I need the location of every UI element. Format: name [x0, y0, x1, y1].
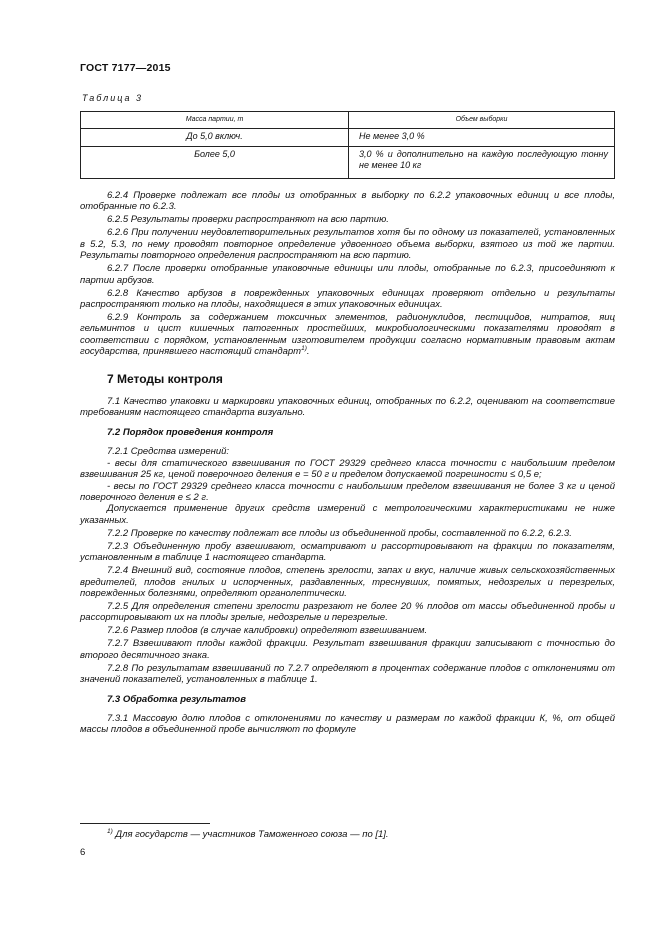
paragraph: 7.2.5 Для определения степени зрелости разрезают не более 20 % плодов от массы объединенной пробы и рассортировывают их на плоды зрелые, недозрелые и перезрелые. [80, 600, 615, 624]
paragraph-text: 6.2.9 Контроль за содержанием токсичных элементов, радионуклидов, пестицидов, нитратов, яиц гельминтов и цист кишечных патогенных простейших, микробиологическими показателями проводят в соответствии с порядком, установленным изготовителем продукции согласно нормативным правовым актам государства, принявшего настоящий стандарт [80, 312, 615, 358]
table-header-cell: Объем выборки [349, 112, 615, 129]
paragraph [80, 312, 615, 358]
paragraph: 6.2.5 Результаты проверки распространяют на всю партию. [107, 214, 389, 226]
footnote-ref: 1) [301, 345, 307, 353]
paragraph: 7.2.7 Взвешивают плоды каждой фракции. Результат взвешивания фракции записывают с точностью до второго десятичного знака. [80, 638, 615, 661]
document-code: ГОСТ 7177—2015 [80, 62, 171, 74]
table-cell: Более 5,0 [81, 146, 349, 178]
paragraph: 7.2.1 Средства измерений: [107, 446, 230, 458]
table-header-row [81, 112, 615, 129]
footnote-divider [80, 823, 210, 824]
list-item: - весы для статического взвешивания по ГОСТ 29329 среднего класса точности с наибольшим пределом взвешивания 25 кг, ценой поверочного деления е = 50 г и пределом допускаемой погрешности ≤ 0,5 е; [80, 457, 615, 481]
paragraph: 6.2.7 После проверки отобранные упаковочные единицы или плоды, отобранные по 6.2.3, присоединяют к партии арбузов. [80, 263, 615, 286]
paragraph: 7.2.3 Объединенную пробу взвешивают, осматривают и рассортировывают на фракции по показателям, установленным в таблице 1 настоящего стандарта. [80, 540, 615, 564]
table-cell: 3,0 % и дополнительно на каждую последующую тонну не менее 10 кг [359, 148, 608, 170]
table-caption: Таблица 3 [82, 93, 144, 103]
footnote-text: Для государств — участников Таможенного союза — по [1]. [115, 829, 389, 840]
paragraph: 7.2.4 Внешний вид, состояние плодов, степень зрелости, запах и вкус, наличие живых сельскохозяйственных вредителей, плодов гнилых и испорченных, раздавленных, треснувших, помятых, недозрелых и перезрелых, поврежденных болезнями, определяют органолептически. [80, 565, 615, 599]
subsection-heading: 7.2 Порядок проведения контроля [107, 426, 274, 438]
paragraph: 7.1 Качество упаковки и маркировки упаковочных единиц, отобранных по 6.2.2, оценивают на соответствие требованиям настоящего стандарта визуально. [80, 396, 615, 419]
table-row [81, 146, 615, 178]
paragraph: 6.2.8 Качество арбузов в поврежденных упаковочных единицах проверяют отдельно и результаты распространяют только на плоды, находящиеся в этих упаковочных единицах. [80, 287, 615, 311]
paragraph: 7.2.2 Проверке по качеству подлежат все плоды из объединенной пробы, составленной по 6.2.2, 6.2.3. [107, 527, 572, 539]
paragraph: 7.2.8 По результатам взвешиваний по 7.2.7 определяют в процентах содержание плодов с отклонениями от значений показателей, установленных в таблице 1. [80, 662, 615, 686]
body-text [80, 190, 615, 736]
paragraph: 6.2.4 Проверке подлежат все плоды из отобранных в выборку по 6.2.2 упаковочных единиц и все плоды, отобранные по 6.2.3. [80, 190, 615, 213]
paragraph: 7.3.1 Массовую долю плодов с отклонениями по качеству и размерам по каждой фракции К, %, от общей массы плодов в объединенной пробе вычисляют по формуле [80, 712, 615, 736]
paragraph: 6.2.6 При получении неудовлетворительных результатов хотя бы по одному из показателей, установленных в 5.2, 5.3, по нему проводят повторное определение удвоенного объема выборки, взятого из той же партии. Результаты повторного определения распространяют на всю партию. [80, 227, 615, 262]
table-cell: До 5,0 включ. [81, 128, 349, 146]
footnote-marker: 1) [107, 827, 113, 835]
table-cell: Не менее 3,0 % [349, 128, 615, 146]
section-heading: 7 Методы контроля [107, 371, 223, 386]
paragraph-end: . [306, 346, 310, 358]
page-number: 6 [80, 847, 86, 858]
paragraph: Допускается применение других средств измерений с метрологическими характеристиками не ниже указанных. [80, 503, 615, 526]
footnote [107, 829, 389, 840]
paragraph: 7.2.6 Размер плодов (в случае калибровки) определяют взвешиванием. [107, 625, 428, 637]
list-item: - весы по ГОСТ 29329 среднего класса точности с наибольшим пределом взвешивания не более 3 кг и ценой поверочного деления е ≤ 2 г. [80, 480, 615, 503]
table-cell-wrap [349, 146, 615, 178]
table-3 [80, 111, 615, 179]
table-row [81, 128, 615, 146]
subsection-heading: 7.3 Обработка результатов [107, 693, 246, 705]
table-header-cell: Масса партии, т [81, 112, 349, 129]
